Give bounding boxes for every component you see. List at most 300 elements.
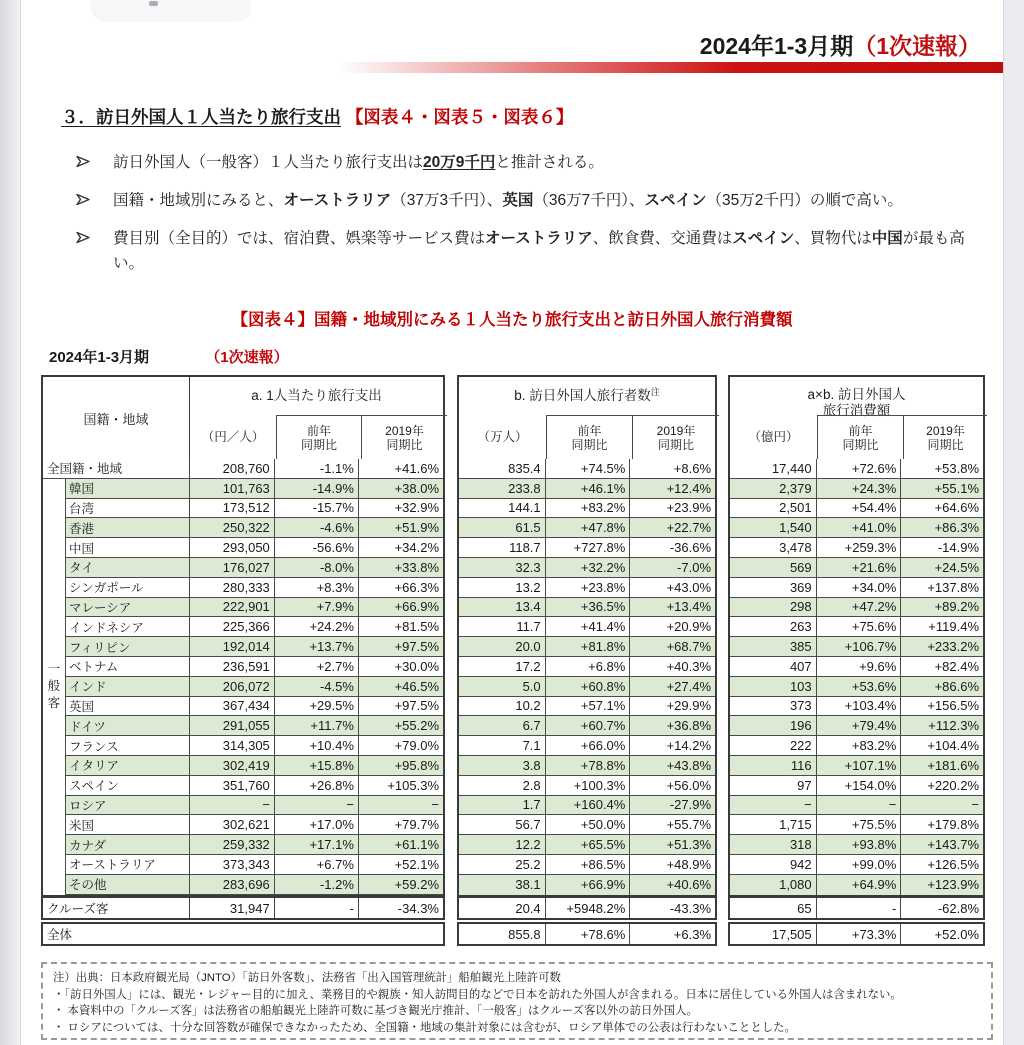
total-label-cell: 全体: [47, 928, 73, 942]
bullet-arrow-icon: [75, 191, 92, 208]
value-cell: 38.1: [515, 877, 541, 893]
value-cell: +51.3%: [629, 835, 715, 854]
value-cell: +64.9%: [816, 875, 901, 895]
value-cell: +79.7%: [358, 815, 443, 834]
footnote-line: ・「訪日外国人」には、観光・レジャー目的に加え、業務目的や親族・知人訪問目的などで日本を訪れた外国人が含まれる。日本に居住している外国人は含まれない。: [53, 988, 902, 1001]
value-cell: +38.0%: [358, 479, 443, 498]
value-cell: +233.2%: [900, 637, 983, 656]
table-row: [730, 835, 983, 855]
value-cell: +259.3%: [816, 538, 901, 557]
value-cell: 173,512: [189, 499, 274, 518]
value-cell: +53.6%: [816, 677, 901, 696]
value-cell: 5.0: [522, 678, 541, 694]
value-cell: 97: [797, 777, 812, 793]
value-cell: +64.6%: [900, 499, 983, 518]
table-row: [459, 697, 715, 717]
unit-header-cell: （万人）: [477, 430, 528, 444]
table-row: [459, 736, 715, 756]
table-row: [730, 479, 983, 499]
footnote-line: ・ ロシアについては、十分な回答数が確保できなかったため、全国籍・地域の集計対象には含むが、ロシア単体での公表は行わないこととした。: [53, 1021, 796, 1034]
value-cell: +107.1%: [816, 756, 901, 775]
value-cell: +66.9%: [545, 875, 630, 895]
table-row: [730, 598, 983, 618]
figure4-title: 【図表４】国籍・地域別にみる１人当たり旅行支出と訪日外国人旅行消費額: [231, 311, 793, 329]
value-cell: +86.3%: [900, 518, 983, 537]
table-row: [65, 677, 443, 697]
table-row: [730, 657, 983, 677]
table-row: [730, 796, 983, 816]
table-row: [65, 815, 443, 835]
table-row: [730, 697, 983, 717]
cruise-row-block-a: [41, 896, 445, 920]
footnote-box: [41, 962, 993, 1040]
value-cell: +17.0%: [274, 815, 358, 834]
table-row: [459, 716, 715, 736]
table-row: [459, 499, 715, 519]
table-row: [730, 558, 983, 578]
value-cell: +34.2%: [358, 538, 443, 557]
value-cell: +81.5%: [358, 617, 443, 636]
bullet-text-segment: （37万3千円）、: [391, 192, 503, 209]
value-cell: +13.7%: [274, 637, 358, 656]
country-cell: ベトナム: [69, 660, 119, 675]
bullet-text-segment: スペイン: [732, 230, 795, 247]
table-row: [730, 677, 983, 697]
value-cell: +32.9%: [358, 499, 443, 518]
value-cell: +23.9%: [629, 499, 715, 518]
country-cell: ドイツ: [69, 719, 106, 734]
table-row: [730, 736, 983, 756]
table-row: [65, 796, 443, 816]
table-row: [730, 538, 983, 558]
value-cell: 222,901: [189, 598, 274, 617]
viewer-left-edge: [0, 0, 20, 1045]
value-cell: -27.9%: [629, 796, 715, 815]
value-cell: +59.2%: [358, 875, 443, 894]
table-caption-bulletin: （1次速報）: [205, 349, 289, 366]
table-row: [459, 479, 715, 499]
period-label: 2024年1-3月期: [699, 33, 854, 59]
table-row: [730, 776, 983, 796]
table-row: [730, 637, 983, 657]
country-cell: 中国: [69, 541, 95, 556]
value-cell: 2,501: [779, 500, 812, 516]
value-cell: 855.8: [508, 926, 541, 942]
value-cell: 25.2: [515, 856, 541, 872]
value-cell: +86.5%: [545, 855, 630, 874]
vs2019-header-cell: 2019年 同期比: [361, 415, 447, 459]
value-cell: 835.4: [508, 460, 541, 476]
value-cell: −: [189, 796, 274, 815]
value-cell: +33.8%: [358, 558, 443, 577]
footnote-line: 注）出典：日本政府観光局（JNTO）「訪日外客数」、法務省「出入国管理統計」船舶観光上陸許可数: [53, 972, 561, 984]
value-cell: +56.0%: [629, 776, 715, 795]
bullet-text-segment: スペイン: [644, 192, 707, 209]
value-cell: -14.9%: [900, 538, 983, 557]
value-cell: -: [274, 898, 358, 918]
group-label-char: 一: [47, 662, 61, 677]
block-title: a×b. 訪日外国人 旅行消費額: [807, 387, 906, 418]
value-cell: 259,332: [189, 835, 274, 854]
bullet-text-segment: が最も高い。: [113, 230, 965, 272]
table-row: [65, 756, 443, 776]
country-cell: 米国: [69, 818, 95, 833]
cruise-row-block-b: [457, 896, 717, 920]
value-cell: -: [816, 898, 901, 918]
table-caption-period: 2024年1-3月期: [49, 349, 150, 366]
value-cell: 11.7: [516, 619, 541, 635]
value-cell: +72.6%: [816, 459, 901, 478]
row-header-cell: 国籍・地域: [43, 377, 190, 459]
value-cell: +68.7%: [629, 637, 715, 656]
value-cell: +15.8%: [274, 756, 358, 775]
value-cell: +48.9%: [629, 855, 715, 874]
block-subheader: [459, 415, 719, 459]
table-row: [459, 637, 715, 657]
table-row: [65, 855, 443, 875]
value-cell: -36.6%: [629, 538, 715, 557]
table-row: [459, 756, 715, 776]
value-cell: 116: [790, 757, 812, 773]
value-cell: +74.5%: [545, 459, 630, 478]
value-cell: +12.4%: [629, 479, 715, 498]
value-cell: +154.0%: [816, 776, 901, 795]
value-cell: 291,055: [189, 716, 274, 735]
value-cell: 1,080: [779, 877, 812, 893]
value-cell: 13.2: [515, 579, 541, 595]
value-cell: +179.8%: [900, 815, 983, 834]
value-cell: +17.1%: [274, 835, 358, 854]
value-cell: 298: [789, 599, 812, 615]
table-row: [730, 518, 983, 538]
value-cell: +6.3%: [629, 924, 715, 944]
cruise-row-block-c: [728, 896, 985, 920]
prev-year-header-cell: 前年 同期比: [817, 415, 903, 459]
table-body: [43, 459, 443, 895]
value-cell: +51.9%: [358, 518, 443, 537]
bullet-item: [61, 188, 966, 213]
table-row: [65, 637, 443, 657]
value-cell: +29.5%: [274, 697, 358, 716]
value-cell: 144.1: [508, 500, 541, 516]
value-cell: −: [358, 796, 443, 815]
unit-header-cell: （億円）: [748, 430, 799, 444]
table-body: [730, 459, 983, 895]
value-cell: 20.4: [515, 900, 541, 916]
value-cell: 283,696: [189, 875, 274, 894]
value-cell: 222: [789, 738, 812, 754]
table-row: [65, 875, 443, 895]
value-cell: +60.7%: [545, 716, 630, 735]
value-cell: +36.8%: [629, 716, 715, 735]
value-cell: +156.5%: [900, 697, 983, 716]
country-cell: フランス: [69, 739, 119, 754]
value-cell: -15.7%: [274, 499, 358, 518]
value-cell: +36.5%: [545, 598, 630, 617]
section-heading-ref: 【図表４・図表５・図表６】: [345, 107, 574, 127]
value-cell: 1.7: [522, 797, 541, 813]
value-cell: 7.1: [522, 738, 541, 754]
section-heading-text: ３．訪日外国人１人当たり旅行支出: [61, 107, 341, 127]
value-cell: +47.2%: [816, 598, 901, 617]
table-block-a: [41, 375, 445, 897]
table-body: [459, 459, 715, 895]
summary-bullet-list: [61, 150, 966, 289]
bullet-text-segment: 中国: [871, 230, 903, 247]
value-cell: +24.3%: [816, 479, 901, 498]
value-cell: +47.8%: [545, 518, 630, 537]
value-cell: 17,505: [771, 926, 812, 942]
value-cell: 314,305: [189, 736, 274, 755]
value-cell: 293,050: [189, 538, 274, 557]
value-cell: +52.1%: [358, 855, 443, 874]
value-cell: -1.2%: [274, 875, 358, 894]
value-cell: +7.9%: [274, 598, 358, 617]
value-cell: +40.6%: [629, 875, 715, 895]
bullet-text-segment: 20万9千円: [423, 154, 496, 171]
visitor-group-label: [43, 479, 66, 895]
table-row: [730, 499, 983, 519]
table-row: [730, 815, 983, 835]
country-cell: 台湾: [69, 501, 95, 516]
bullet-text-segment: オーストラリア: [485, 230, 593, 247]
value-cell: −: [900, 796, 983, 815]
table-row: [65, 716, 443, 736]
bullet-arrow-icon: [75, 229, 92, 246]
value-cell: +27.4%: [629, 677, 715, 696]
vs2019-header-cell: 2019年 同期比: [903, 415, 987, 459]
value-cell: -34.3%: [358, 898, 443, 918]
value-cell: +83.2%: [545, 499, 630, 518]
bullet-text-segment: 国籍・地域別にみると、: [113, 192, 284, 209]
value-cell: +66.3%: [358, 578, 443, 597]
bullet-text-segment: 費目別（全目的）では、宿泊費、娯楽等サービス費は: [113, 230, 486, 247]
value-cell: +143.7%: [900, 835, 983, 854]
value-cell: +6.8%: [545, 657, 630, 676]
table-row: [459, 677, 715, 697]
value-cell: +11.7%: [274, 716, 358, 735]
table-row: [459, 578, 715, 598]
cruise-label-cell: クルーズ客: [47, 902, 109, 916]
table-row: [65, 776, 443, 796]
value-cell: +61.1%: [358, 835, 443, 854]
value-cell: +79.0%: [358, 736, 443, 755]
value-cell: 250,322: [189, 518, 274, 537]
value-cell: 280,333: [189, 578, 274, 597]
value-cell: +8.3%: [274, 578, 358, 597]
total-row-block-a: [41, 922, 445, 946]
value-cell: +41.4%: [545, 617, 630, 636]
prev-year-header-cell: 前年 同期比: [276, 415, 361, 459]
value-cell: 196: [789, 718, 812, 734]
value-cell: +81.8%: [545, 637, 630, 656]
value-cell: 302,621: [189, 815, 274, 834]
value-cell: +55.2%: [358, 716, 443, 735]
value-cell: -56.6%: [274, 538, 358, 557]
value-cell: -43.3%: [629, 898, 715, 918]
table-row: [43, 459, 443, 479]
value-cell: +55.1%: [900, 479, 983, 498]
value-cell: 208,760: [189, 459, 274, 478]
value-cell: 1,715: [779, 817, 812, 833]
value-cell: +78.8%: [545, 756, 630, 775]
block-header: [730, 377, 983, 459]
value-cell: -62.8%: [900, 898, 983, 918]
value-cell: +8.6%: [629, 459, 715, 478]
document-page: [20, 0, 1004, 1045]
value-cell: +82.4%: [900, 657, 983, 676]
table-row: [65, 499, 443, 519]
table-row: [459, 855, 715, 875]
country-cell: ロシア: [69, 798, 107, 813]
bullet-text-segment: 英国: [502, 192, 534, 209]
value-cell: +53.8%: [900, 459, 983, 478]
country-cell: フィリピン: [69, 640, 131, 655]
value-cell: +22.7%: [629, 518, 715, 537]
bullet-text-segment: 、飲食費、交通費は: [592, 230, 733, 247]
table-row: [65, 835, 443, 855]
value-cell: +21.6%: [816, 558, 901, 577]
value-cell: +43.8%: [629, 756, 715, 775]
country-cell: インド: [69, 680, 107, 695]
value-cell: 32.3: [515, 559, 541, 575]
country-cell: 英国: [69, 699, 95, 714]
table-row: [459, 459, 715, 479]
value-cell: +112.3%: [900, 716, 983, 735]
table-row: [459, 815, 715, 835]
bullet-text-segment: オーストラリア: [283, 192, 392, 209]
table-row: [65, 736, 443, 756]
value-cell: +181.6%: [900, 756, 983, 775]
value-cell: +119.4%: [900, 617, 983, 636]
value-cell: +32.2%: [545, 558, 630, 577]
value-cell: +24.5%: [900, 558, 983, 577]
country-cell: その他: [69, 878, 107, 893]
value-cell: 6.7: [522, 718, 541, 734]
value-cell: +41.6%: [358, 459, 443, 478]
table-block-b: [457, 375, 717, 897]
value-cell: +14.2%: [629, 736, 715, 755]
value-cell: +65.5%: [545, 835, 630, 854]
unit-header-cell: （円／人）: [201, 430, 265, 444]
value-cell: 263: [789, 619, 812, 635]
value-cell: +66.9%: [358, 598, 443, 617]
value-cell: 192,014: [189, 637, 274, 656]
value-cell: +54.4%: [816, 499, 901, 518]
value-cell: +50.0%: [545, 815, 630, 834]
value-cell: -8.0%: [274, 558, 358, 577]
value-cell: 118.7: [509, 540, 541, 556]
value-cell: +100.3%: [545, 776, 630, 795]
block-title: b. 訪日外国人旅行者数 注: [514, 387, 660, 403]
bullet-text-segment: （36万7千円）、: [533, 192, 645, 209]
value-cell: -7.0%: [629, 558, 715, 577]
country-cell: 香港: [69, 521, 95, 536]
value-cell: 369: [789, 579, 812, 595]
value-cell: +40.3%: [629, 657, 715, 676]
block-subheader: [190, 415, 447, 459]
country-cell: カナダ: [69, 838, 106, 853]
table-row: [65, 598, 443, 618]
value-cell: +83.2%: [816, 736, 901, 755]
table-row: [65, 617, 443, 637]
value-cell: 17,440: [771, 460, 812, 476]
value-cell: 233.8: [508, 480, 541, 496]
value-cell: +73.3%: [816, 924, 901, 944]
value-cell: +52.0%: [900, 924, 983, 944]
value-cell: 1,540: [779, 520, 812, 536]
group-label-char: 客: [47, 696, 61, 711]
table-row: [459, 558, 715, 578]
value-cell: +123.9%: [900, 875, 983, 895]
value-cell: 31,947: [189, 898, 274, 918]
bullet-text-segment: 、買物代は: [794, 230, 872, 247]
value-cell: +97.5%: [358, 637, 443, 656]
country-cell: 韓国: [69, 482, 95, 497]
value-cell: +95.8%: [358, 756, 443, 775]
value-cell: 101,763: [189, 479, 274, 498]
value-cell: +41.0%: [816, 518, 901, 537]
value-cell: +75.5%: [816, 815, 901, 834]
value-cell: 10.2: [515, 698, 541, 714]
value-cell: −: [274, 796, 358, 815]
table-row: [65, 479, 443, 499]
bullet-item: [61, 150, 966, 175]
country-cell: オーストラリア: [69, 858, 156, 873]
value-cell: 176,027: [189, 558, 274, 577]
value-cell: +93.8%: [816, 835, 901, 854]
table-row: [459, 538, 715, 558]
table-row: [459, 617, 715, 637]
table-row: [730, 716, 983, 736]
value-cell: +5948.2%: [545, 898, 630, 918]
country-cell: 全国籍・地域: [47, 462, 123, 477]
table-row: [65, 657, 443, 677]
value-cell: 942: [789, 856, 812, 872]
value-cell: 13.4: [515, 599, 541, 615]
value-cell: +104.4%: [900, 736, 983, 755]
value-cell: +55.7%: [629, 815, 715, 834]
country-cell: タイ: [69, 561, 94, 576]
table-row: [459, 518, 715, 538]
table-row: [459, 657, 715, 677]
value-cell: 2.8: [522, 777, 541, 793]
bullet-arrow-icon: [75, 153, 92, 170]
bulletin-label: （1次速報）: [853, 33, 981, 59]
value-cell: 569: [789, 559, 812, 575]
group-label-char: 般: [47, 679, 61, 694]
value-cell: +2.7%: [274, 657, 358, 676]
value-cell: 3,478: [779, 540, 812, 556]
country-cell: マレーシア: [69, 600, 132, 615]
value-cell: +137.8%: [900, 578, 983, 597]
value-cell: +46.5%: [358, 677, 443, 696]
bullet-item: [61, 226, 966, 276]
table-caption: [49, 346, 289, 367]
value-cell: +86.6%: [900, 677, 983, 696]
table-row: [730, 756, 983, 776]
country-cell: シンガポール: [69, 581, 144, 596]
value-cell: +46.1%: [545, 479, 630, 498]
table-row: [65, 558, 443, 578]
value-cell: +34.0%: [816, 578, 901, 597]
value-cell: +26.8%: [274, 776, 358, 795]
table-row: [459, 776, 715, 796]
value-cell: +79.4%: [816, 716, 901, 735]
viewer-top-artifact: [91, 0, 251, 22]
block-subheader: [730, 415, 987, 459]
value-cell: -4.5%: [274, 677, 358, 696]
